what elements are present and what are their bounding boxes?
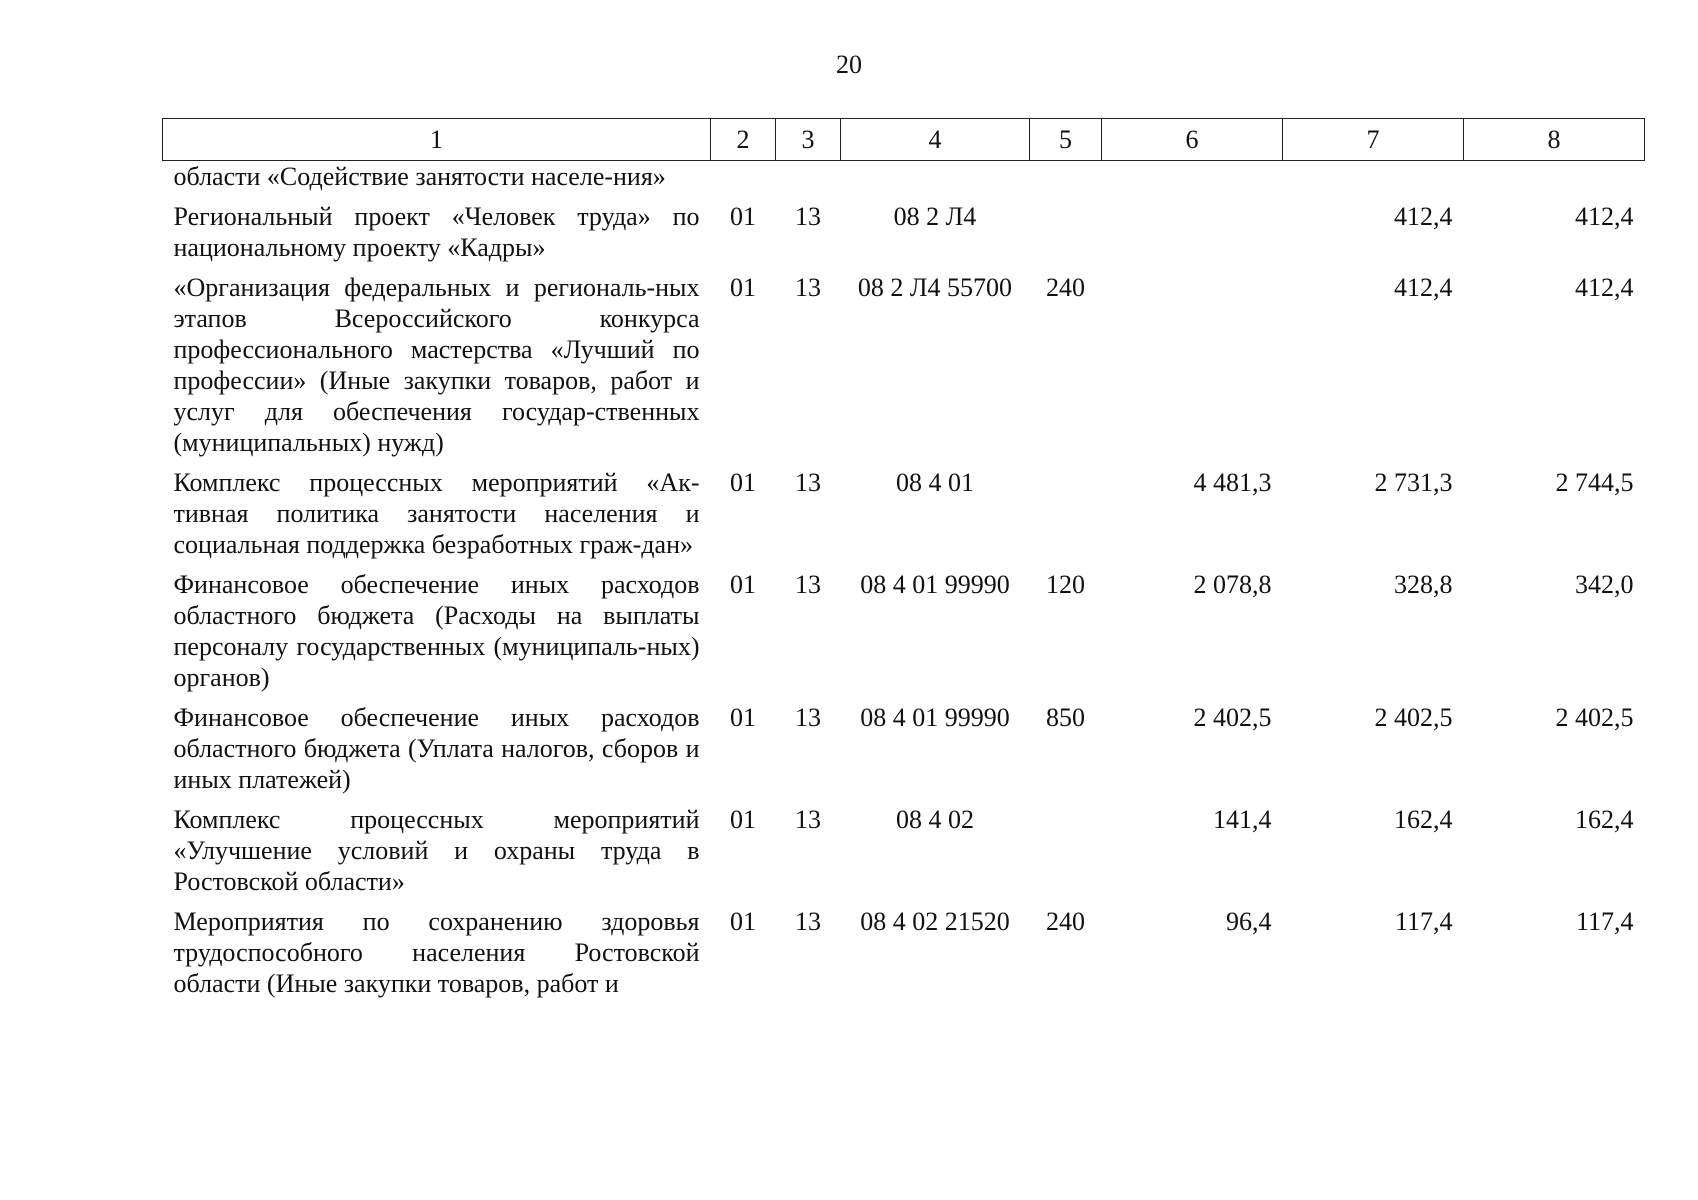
row-col-5 — [1030, 201, 1102, 272]
row-col-8: 412,4 — [1575, 273, 1634, 302]
row-col-4: 08 2 Л4 55700 — [857, 273, 1013, 302]
row-col-8: 342,0 — [1575, 570, 1634, 599]
row-col-7: 2 402,5 — [1374, 703, 1453, 732]
row-col-2: 01 — [730, 273, 756, 302]
row-description: Финансовое обеспечение иных расходов областного бюджета (Уплата налогов, сборов и иных платежей) — [173, 703, 700, 794]
row-col-5: 240 — [1046, 273, 1085, 302]
table-row — [163, 201, 1645, 272]
row-col-8: 2 744,5 — [1555, 468, 1634, 497]
row-col-3: 13 — [795, 703, 821, 732]
row-description: Мероприятия по сохранению здоровья трудоспособного населения Ростовской области (Иные закупки товаров, работ и — [173, 907, 700, 998]
row-col-4: 08 4 01 — [896, 468, 974, 497]
row-col-2 — [711, 161, 776, 202]
table-row — [163, 467, 1645, 569]
row-col-6: 2 078,8 — [1193, 570, 1272, 599]
table-row — [163, 804, 1645, 906]
row-col-2: 01 — [730, 703, 756, 732]
header-col-5: 5 — [1030, 119, 1102, 161]
row-col-8 — [1464, 161, 1645, 202]
row-col-5 — [1030, 467, 1102, 569]
row-col-2: 01 — [730, 907, 756, 936]
row-col-6 — [1102, 272, 1283, 467]
row-col-4: 08 4 01 99990 — [860, 703, 1010, 732]
row-col-4: 08 4 01 99990 — [860, 570, 1010, 599]
row-col-2: 01 — [730, 468, 756, 497]
row-col-8: 412,4 — [1575, 202, 1634, 231]
row-col-7: 117,4 — [1394, 907, 1453, 936]
row-col-3 — [776, 161, 841, 202]
header-col-2: 2 — [711, 119, 776, 161]
row-col-5: 240 — [1046, 907, 1085, 936]
row-col-3: 13 — [795, 273, 821, 302]
row-description: Комплекс процессных мероприятий «Улучшение условий и охраны труда в Ростовской области» — [173, 805, 700, 896]
table-row — [163, 569, 1645, 702]
header-col-1: 1 — [163, 119, 711, 161]
header-col-3: 3 — [776, 119, 841, 161]
table-row — [163, 161, 1645, 202]
table-row — [163, 906, 1645, 1008]
row-col-2: 01 — [730, 570, 756, 599]
row-col-7: 2 731,3 — [1374, 468, 1453, 497]
row-col-2: 01 — [730, 805, 756, 834]
row-col-8: 117,4 — [1575, 907, 1634, 936]
row-col-3: 13 — [795, 202, 821, 231]
row-description: области «Содействие занятости населе-ния» — [173, 162, 666, 191]
header-row — [163, 119, 1645, 161]
table-row — [163, 702, 1645, 804]
row-description: Комплекс процессных мероприятий «Ак-тивная политика занятости населения и социальная поддержка безработных граж-дан» — [173, 468, 700, 559]
row-description: Региональный проект «Человек труда» по национальному проекту «Кадры» — [173, 202, 700, 262]
row-col-6: 141,4 — [1213, 805, 1272, 834]
row-col-4: 08 2 Л4 — [893, 202, 977, 231]
row-col-7: 328,8 — [1394, 570, 1453, 599]
row-col-6 — [1102, 161, 1283, 202]
row-col-3: 13 — [795, 570, 821, 599]
page-number: 20 — [836, 50, 862, 79]
row-col-7: 412,4 — [1394, 202, 1453, 231]
row-col-5 — [1030, 804, 1102, 906]
row-col-4: 08 4 02 — [896, 805, 974, 834]
row-col-8: 2 402,5 — [1555, 703, 1634, 732]
header-col-7: 7 — [1283, 119, 1464, 161]
row-col-6: 96,4 — [1226, 907, 1272, 936]
row-col-5: 120 — [1046, 570, 1085, 599]
row-col-4: 08 4 02 21520 — [860, 907, 1010, 936]
row-description: Финансовое обеспечение иных расходов областного бюджета (Расходы на выплаты персоналу государственных (муниципаль-ных) органов) — [173, 570, 700, 692]
row-col-6: 2 402,5 — [1193, 703, 1272, 732]
header-col-4: 4 — [841, 119, 1030, 161]
header-col-8: 8 — [1464, 119, 1645, 161]
header-col-6: 6 — [1102, 119, 1283, 161]
row-col-7 — [1283, 161, 1464, 202]
budget-table — [162, 118, 1645, 1008]
table-row — [163, 272, 1645, 467]
row-col-2: 01 — [730, 202, 756, 231]
row-col-7: 162,4 — [1394, 805, 1453, 834]
row-col-3: 13 — [795, 805, 821, 834]
row-col-3: 13 — [795, 468, 821, 497]
row-col-7: 412,4 — [1394, 273, 1453, 302]
row-description: «Организация федеральных и региональ-ных этапов Всероссийского конкурса профессионального мастерства «Лучший по профессии» (Иные закупки товаров, работ и услуг для обеспечения государ-ственных (муниципальных) нужд) — [173, 273, 700, 457]
row-col-6: 4 481,3 — [1193, 468, 1272, 497]
row-col-5: 850 — [1046, 703, 1085, 732]
row-col-6 — [1102, 201, 1283, 272]
row-col-8: 162,4 — [1575, 805, 1634, 834]
row-col-5 — [1030, 161, 1102, 202]
row-col-4 — [841, 161, 1030, 202]
row-col-3: 13 — [795, 907, 821, 936]
